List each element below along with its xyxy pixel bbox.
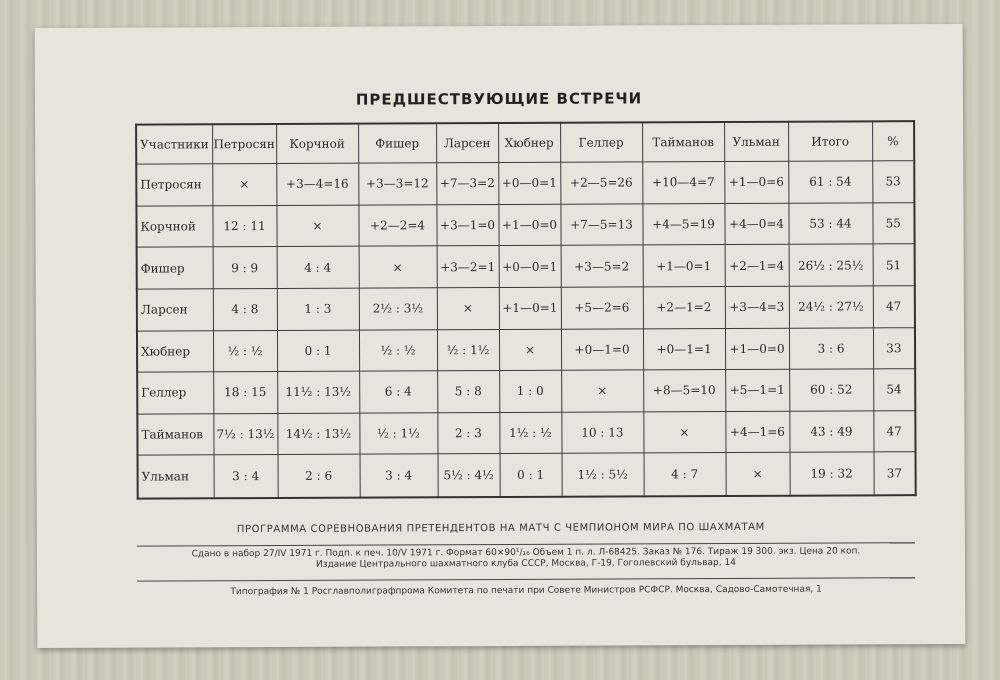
table-cell: 33	[873, 327, 915, 369]
table-cell: ½ : ½	[213, 330, 277, 372]
table-row	[138, 452, 916, 499]
column-header: Ларсен	[436, 123, 498, 163]
table-cell: 9 : 9	[213, 247, 277, 289]
program-caption: ПРОГРАММА СОРЕВНОВАНИЯ ПРЕТЕНДЕНТОВ НА МАТЧ С ЧЕМПИОНОМ МИРА ПО ШАХМАТАМ	[236, 521, 765, 536]
column-header: Петросян	[212, 124, 276, 164]
column-header: Хюбнер	[498, 123, 560, 163]
table-cell: 7½ : 13½	[213, 413, 277, 455]
row-player-name: Геллер	[137, 372, 213, 414]
row-player-name: Ульман	[138, 455, 214, 498]
table-cell: 53 : 44	[788, 202, 872, 244]
table-cell: 5 : 8	[437, 371, 499, 413]
table-cell: 1½ : 5½	[562, 453, 644, 496]
table-cell: +7—5=13	[560, 204, 642, 246]
table-cell: 3 : 4	[214, 455, 278, 498]
row-player-name: Хюбнер	[137, 330, 213, 372]
table-cell: +3—4=16	[276, 163, 358, 205]
table-cell: 11½ : 13½	[277, 371, 359, 413]
table-cell: 55	[872, 202, 914, 244]
table-cell: +0—1=0	[561, 328, 643, 370]
table-cell: +3—3=12	[358, 163, 436, 205]
table-cell: 53	[872, 161, 914, 203]
imprint	[137, 546, 915, 571]
table-cell: 5½ : 4½	[438, 454, 500, 497]
table-cell: ×	[561, 370, 643, 412]
table-cell: +3—1=0	[436, 204, 498, 246]
table-row	[137, 369, 915, 414]
column-header: Тайманов	[642, 122, 724, 162]
table-cell: 10 : 13	[561, 412, 643, 454]
table-cell: +3—4=3	[725, 286, 789, 328]
row-player-name: Тайманов	[137, 414, 213, 456]
table-cell: ½ : ½	[359, 329, 437, 371]
column-header: Корчной	[276, 124, 358, 164]
scorecard	[35, 24, 966, 648]
table-cell: ×	[437, 287, 499, 329]
table-cell: ½ : 1½	[437, 329, 499, 371]
table-cell: 18 : 15	[213, 372, 277, 414]
column-header: Участники	[136, 124, 212, 164]
table-cell: 3 : 4	[360, 454, 438, 497]
table-cell: 26½ : 25½	[789, 244, 873, 286]
table-cell: 60 : 52	[789, 369, 873, 411]
table-cell: +3—5=2	[561, 245, 643, 287]
row-player-name: Корчной	[136, 205, 212, 247]
table-cell: 3 : 6	[789, 327, 873, 369]
table-cell: 0 : 1	[500, 454, 562, 497]
column-header: %	[872, 121, 914, 161]
table-row	[137, 410, 915, 455]
table-body	[136, 161, 915, 499]
table-row	[137, 327, 915, 372]
table-cell: 2½ : 3½	[359, 288, 437, 330]
column-header: Фишер	[358, 123, 436, 163]
table-cell: +3—2=1	[437, 246, 499, 288]
results-table	[135, 120, 917, 499]
table-cell: 6 : 4	[359, 371, 437, 413]
table-cell: +0—1=1	[643, 328, 725, 370]
divider	[137, 577, 915, 581]
table-cell: 0 : 1	[277, 330, 359, 372]
row-player-name: Фишер	[137, 247, 213, 289]
table-cell: ½ : 1½	[359, 413, 437, 455]
table-cell: 4 : 7	[644, 453, 726, 496]
table-cell: ×	[276, 205, 358, 247]
printer-line: Типография № 1 Росглавполиграфпрома Комитета по печати при Совете Министров РСФСР. Москва, Садово-Самотечная, 1	[230, 584, 822, 598]
row-player-name: Петросян	[136, 164, 212, 206]
table-cell: +1—0=1	[643, 245, 725, 287]
table-cell: +2—5=26	[560, 162, 642, 204]
table-cell: +4—5=19	[642, 203, 724, 245]
column-header: Геллер	[560, 122, 642, 162]
table-cell: +2—1=2	[643, 286, 725, 328]
table-cell: +7—3=2	[436, 163, 498, 205]
table-cell: 24½ : 27½	[789, 286, 873, 328]
table-cell: ×	[212, 163, 276, 205]
table-row	[136, 202, 914, 247]
table-cell: ×	[359, 246, 437, 288]
table-cell: +1—0=1	[499, 287, 561, 329]
table-cell: 4 : 4	[277, 246, 359, 288]
table-cell: 43 : 49	[789, 411, 873, 453]
table-cell: +5—1=1	[725, 369, 789, 411]
table-cell: 4 : 8	[213, 288, 277, 330]
table-cell: 51	[873, 244, 915, 286]
table-cell: +0—0=1	[499, 245, 561, 287]
table-header-row	[136, 121, 914, 164]
table-cell: 37	[874, 452, 916, 495]
table-cell: 19 : 32	[790, 452, 874, 495]
column-header: Ульман	[724, 122, 788, 162]
table-cell: ×	[726, 453, 790, 496]
table-cell: +1—0=0	[498, 204, 560, 246]
imprint-line: Издание Центрального шахматного клуба СССР, Москва, Г-19, Гоголевский бульвар, 14	[316, 557, 736, 570]
table-cell: +8—5=10	[643, 370, 725, 412]
table-cell: +10—4=7	[642, 162, 724, 204]
table-cell: 47	[873, 410, 915, 452]
table-cell: +4—0=4	[724, 203, 788, 245]
table-cell: 61 : 54	[788, 161, 872, 203]
table-cell: +0—0=1	[498, 162, 560, 204]
table-cell: 14½ : 13½	[277, 413, 359, 455]
table-cell: 47	[873, 286, 915, 328]
table-cell: ×	[643, 411, 725, 453]
table-cell: 1 : 3	[277, 288, 359, 330]
column-header: Итого	[788, 121, 872, 161]
table-cell: ×	[499, 329, 561, 371]
table-cell: 12 : 11	[212, 205, 276, 247]
table-cell: 1½ : ½	[499, 412, 561, 454]
table-cell: 54	[873, 369, 915, 411]
row-player-name: Ларсен	[137, 289, 213, 331]
table-cell: +1—0=6	[724, 161, 788, 203]
imprint-line: Сдано в набор 27/IV 1971 г. Подп. к печ. 10/V 1971 г. Формат 60×90¹/₁₆ Объем 1 п. л. Л-68425. Заказ № 176. Тираж 19 300. экз. Цена 20 коп.	[191, 546, 861, 560]
table-cell: 1 : 0	[499, 370, 561, 412]
table-cell: +1—0=0	[725, 328, 789, 370]
page-title: ПРЕДШЕСТВУЮЩИЕ ВСТРЕЧИ	[355, 89, 643, 109]
table-cell: +4—1=6	[725, 411, 789, 453]
table-cell: 2 : 3	[437, 412, 499, 454]
table-cell: 2 : 6	[278, 454, 360, 497]
table-cell: +5—2=6	[561, 287, 643, 329]
table-cell: +2—1=4	[725, 244, 789, 286]
table-row	[136, 161, 914, 206]
table-cell: +2—2=4	[358, 204, 436, 246]
table-row	[137, 286, 915, 331]
table-row	[137, 244, 915, 289]
